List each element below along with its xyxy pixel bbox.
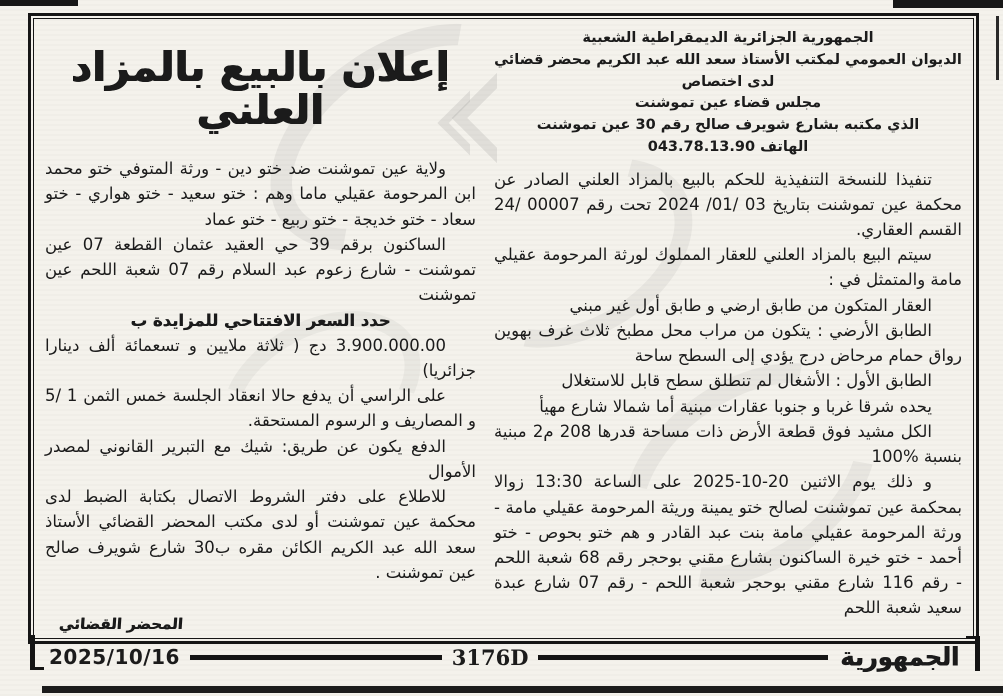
header-line-address: الذي مكتبه بشارع شويرف صالح رقم 30 عين تموشنت	[536, 117, 920, 133]
paragraph-ground-floor: الطابق الأرضي : يتكون من مراب محل مطبخ ثلاث غرف بهوين رواق حمام مرحاض درج يؤدي إلى السطح ساحة	[494, 320, 962, 366]
paragraph-sale-intro: سيتم البيع بالمزاد العلني للعقار المملوك لورثة المرحومة عقيلي مامة والمتمثل في :	[494, 245, 962, 290]
notice-body-right	[494, 167, 962, 621]
column-right	[494, 26, 962, 631]
paragraph-boundaries: يحده شرقا غربا و جنوبا عقارات مبنية أما شمالا شارع مهيأ	[539, 396, 932, 416]
column-left	[45, 26, 476, 634]
notice-content	[37, 22, 970, 635]
ad-reference-number: 3176D	[451, 644, 529, 670]
corner-bracket-left	[30, 635, 44, 670]
divider-rule	[190, 655, 442, 660]
adjacent-ad-border	[996, 16, 999, 80]
header-line-republic: الجمهورية الجزائرية الديمقراطية الشعبية	[582, 30, 874, 46]
paragraph-payment: الدفع يكون عن طريق: شيك مع التبرير القانوني لمصدر الأموال	[45, 436, 476, 481]
paragraph-session: و ذلك يوم الاثنين 20-10-2025 على الساعة 13:30 زوالا بمحكمة عين تموشنت لصالح ختو يمينة وريثة المرحومة عقيلي مامة - ورثة المرحومة عقيلي مامة بنت عبد القادر و هم ختو بحوص - ختو أحمد - ختو خيرة الساكنون بشارع مقني بوحجر رقم 68 شعبة اللحم - رقم 116 شارع مقني بوحجر شعبة اللحم - رقم 07 شارع عبدة سعيد شعبة اللحم	[494, 472, 962, 618]
paragraph-conditions: للاطلاع على دفتر الشروط الاتصال بكتابة الضبط لدى محكمة عين تموشنت أو لدى مكتب المحضر القضائي الأستاذ سعد الله عبد الكريم الكائن مقره ب30 شارع شويرف صالح عين تموشنت .	[45, 487, 476, 582]
paragraph-price: 3.900.000.00 دج ( ثلاثة ملايين و تسعمائة ألف دينارا جزائريا)	[45, 335, 476, 380]
header-line-council: مجلس قضاء عين تموشنت	[634, 95, 822, 112]
bailiff-office-header	[494, 26, 962, 159]
paragraph-deposit: على الراسي أن يدفع حالا انعقاد الجلسة خمس الثمن 1 /5 و المصاريف و الرسوم المستحقة.	[45, 386, 476, 431]
notice-body-left	[45, 156, 476, 585]
footer-strip	[30, 641, 980, 673]
header-line-phone: الهاتف 043.78.13.90	[647, 138, 809, 155]
top-edge-mark-left	[0, 0, 78, 6]
divider-rule	[538, 655, 828, 660]
paragraph-execution: تنفيذا للنسخة التنفيذية للحكم بالبيع بالمزاد العلني الصادر عن محكمة عين تموشنت بتاريخ 03 /01/ 2024 تحت رقم 00007 /24 القسم العقاري.	[494, 169, 962, 239]
header-line-office: الديوان العمومي لمكتب الأستاذ سعد الله عبد الكريم محضر قضائي لدى اختصاص	[494, 51, 962, 90]
top-edge-mark-right	[893, 0, 1003, 8]
paragraph-residence: الساكنون برقم 39 حي العقيد عثمان القطعة 07 عين تموشنت - شارع زعوم عبد السلام رقم 07 شعبة اللحم عين تموشنت	[45, 234, 476, 305]
notice-title: إعلان بالبيع بالمزاد العلني	[71, 43, 450, 135]
paragraph-land-area: الكل مشيد فوق قطعة الأرض ذات مساحة قدرها 208 م2 مبنية بنسبة %100	[494, 421, 962, 467]
price-heading: حدد السعر الافتتاحي للمزايدة ب	[130, 310, 391, 330]
paragraph-property: العقار المتكون من طابق ارضي و طابق أول غير مبني	[569, 295, 932, 315]
newspaper-logo: الجمهورية	[840, 641, 959, 673]
paragraph-heirs: ولاية عين تموشنت ضد ختو دين - ورثة المتوفي ختو محمد ابن المرحومة عقيلي ماما وهم : ختو سعيد - ختو هواري - ختو سعاد - ختو خديجة - ختو ربيع - ختو عماد	[45, 159, 476, 229]
publish-date: 2025/10/16	[49, 645, 180, 669]
bailiff-signature: المحضر القضائي	[58, 615, 184, 634]
paragraph-first-floor: الطابق الأول : الأشغال لم تنطلق سطح قابل للاستغلال	[561, 371, 932, 391]
corner-bracket-right	[966, 636, 980, 671]
page-section-divider	[42, 686, 1003, 693]
auction-notice-box	[28, 13, 979, 644]
